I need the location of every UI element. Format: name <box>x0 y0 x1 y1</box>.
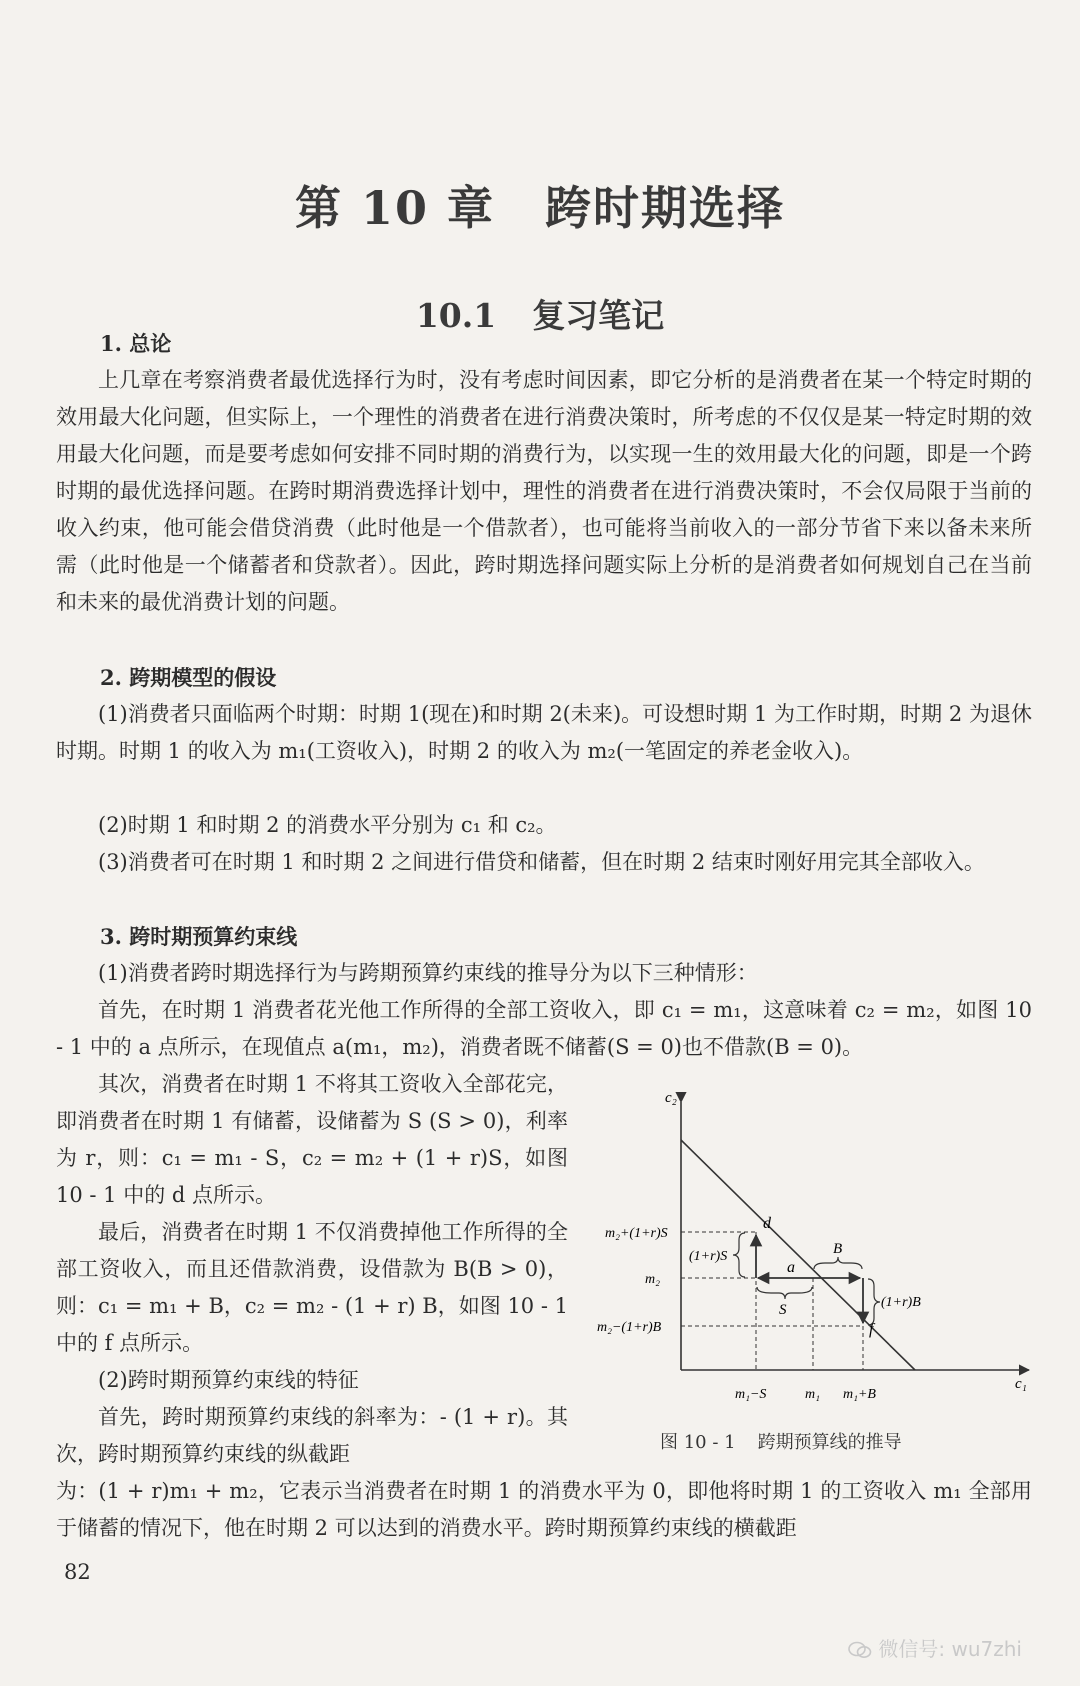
paragraph-assumption-1: (1)消费者只面临两个时期：时期 1(现在)和时期 2(未来)。可设想时期 1 为工作时期，时期 2 为退休时期。时期 1 的收入为 m₁(工资收入)，时期 2 的收入为 m₂(一笔固定的养老金收入)。 <box>56 702 1032 763</box>
paragraph-case-d: 其次，消费者在时期 1 不将其工资收入全部花完，即消费者在时期 1 有储蓄，设储蓄为 S (S > 0)，利率为 r，则：c₁ = m₁ - S，c₂ = m₂ + (1 + r)S，如图 10 - 1 中的 d 点所示。 <box>56 1072 568 1207</box>
intertemporal-budget-figure <box>585 1088 1035 1418</box>
label-1rS: (1+r)S <box>689 1249 728 1264</box>
watermark <box>848 1633 1022 1662</box>
label-m2: m₂ <box>645 1272 660 1287</box>
tick-m1-minus-S: m₁−S <box>735 1387 767 1402</box>
x-axis-label: c₁ <box>1015 1376 1027 1392</box>
figure-caption <box>660 1428 902 1454</box>
paragraph-features-heading: (2)跨时期预算约束线的特征 <box>98 1368 359 1392</box>
chapter-title <box>0 172 1080 238</box>
heading-overview: 1. 总论 <box>100 331 172 356</box>
paragraph-intercept: 为：(1 + r)m₁ + m₂，它表示当消费者在时期 1 的消费水平为 0，即他将时期 1 的工资收入 m₁ 全部用于储蓄的情况下，他在时期 2 可以达到的消费水平。跨时期预算约束线的横截距 <box>56 1479 1032 1540</box>
brace-1rS <box>733 1233 745 1277</box>
wechat-icon <box>848 1641 872 1659</box>
section-number: 10.1 <box>415 296 497 335</box>
label-m2-minus: m₂−(1+r)B <box>597 1320 662 1335</box>
page-number: 82 <box>64 1560 91 1584</box>
paragraph-assumption-2: (2)时期 1 和时期 2 的消费水平分别为 c₁ 和 c₂。 <box>98 813 557 837</box>
point-f-label: f <box>869 1321 874 1338</box>
label-m2-plus: m₂+(1+r)S <box>605 1226 668 1241</box>
watermark-text: 微信号: wu7zhi <box>878 1637 1022 1661</box>
brace-1rB <box>868 1279 880 1325</box>
point-a-label: a <box>787 1259 795 1276</box>
chapter-name: 跨时期选择 <box>545 181 786 235</box>
y-axis-label: c₂ <box>665 1090 677 1106</box>
paragraph-assumption-3: (3)消费者可在时期 1 和时期 2 之间进行借贷和储蓄，但在时期 2 结束时刚好用完其全部收入。 <box>98 850 985 874</box>
label-S: S <box>779 1302 787 1318</box>
paragraph-case-a: 首先，在时期 1 消费者花光他工作所得的全部工资收入，即 c₁ = m₁，这意味着 c₂ = m₂，如图 10 - 1 中的 a 点所示，在现值点 a(m₁，m₂)，消费者既不储蓄(S = 0)也不借款(B = 0)。 <box>56 998 1032 1059</box>
tick-m1: m₁ <box>805 1387 820 1402</box>
paragraph-overview: 上几章在考察消费者最优选择行为时，没有考虑时间因素，即它分析的是消费者在某一个特定时期的效用最大化问题，但实际上，一个理性的消费者在进行消费决策时，所考虑的不仅仅是某一特定时期的效用最大化问题，而是要考虑如何安排不同时期的消费行为，以实现一生的效用最大化的问题，即是一个跨时期的最优选择问题。在跨时期消费选择计划中，理性的消费者在进行消费决策时，不会仅局限于当前的收入约束，他可能会借贷消费（此时他是一个借款者），也可能将当前收入的一部分节省下来以备未来所需（此时他是一个储蓄者和贷款者）。因此，跨时期选择问题实际上分析的是消费者如何规划自己在当前和未来的最优消费计划的问题。 <box>56 368 1032 614</box>
heading-budget-line: 3. 跨时期预算约束线 <box>100 924 298 949</box>
chapter-number: 第 10 章 <box>294 181 496 235</box>
brace-B <box>814 1257 862 1269</box>
figure-number: 图 10 - 1 <box>660 1432 736 1453</box>
figure-caption-text: 跨期预算线的推导 <box>757 1432 902 1453</box>
paragraph-case-f: 最后，消费者在时期 1 不仅消费掉他工作所得的全部工资收入，而且还借款消费，设借款为 B(B > 0)，则：c₁ = m₁ + B，c₂ = m₂ - (1 + r) B，如图 10 - 1 中的 f 点所示。 <box>56 1220 568 1355</box>
point-d-label: d <box>763 1215 771 1232</box>
label-B: B <box>833 1241 843 1257</box>
paragraph-three-cases: (1)消费者跨时期选择行为与跨期预算约束线的推导分为以下三种情形： <box>98 961 758 985</box>
section-name: 复习笔记 <box>532 296 665 335</box>
brace-S <box>757 1287 812 1299</box>
heading-assumptions: 2. 跨期模型的假设 <box>100 665 277 690</box>
paragraph-slope: 首先，跨时期预算约束线的斜率为：- (1 + r)。其次，跨时期预算约束线的纵截距 <box>56 1405 568 1466</box>
tick-m1-plus-B: m₁+B <box>843 1387 876 1402</box>
label-1rB: (1+r)B <box>881 1295 921 1310</box>
